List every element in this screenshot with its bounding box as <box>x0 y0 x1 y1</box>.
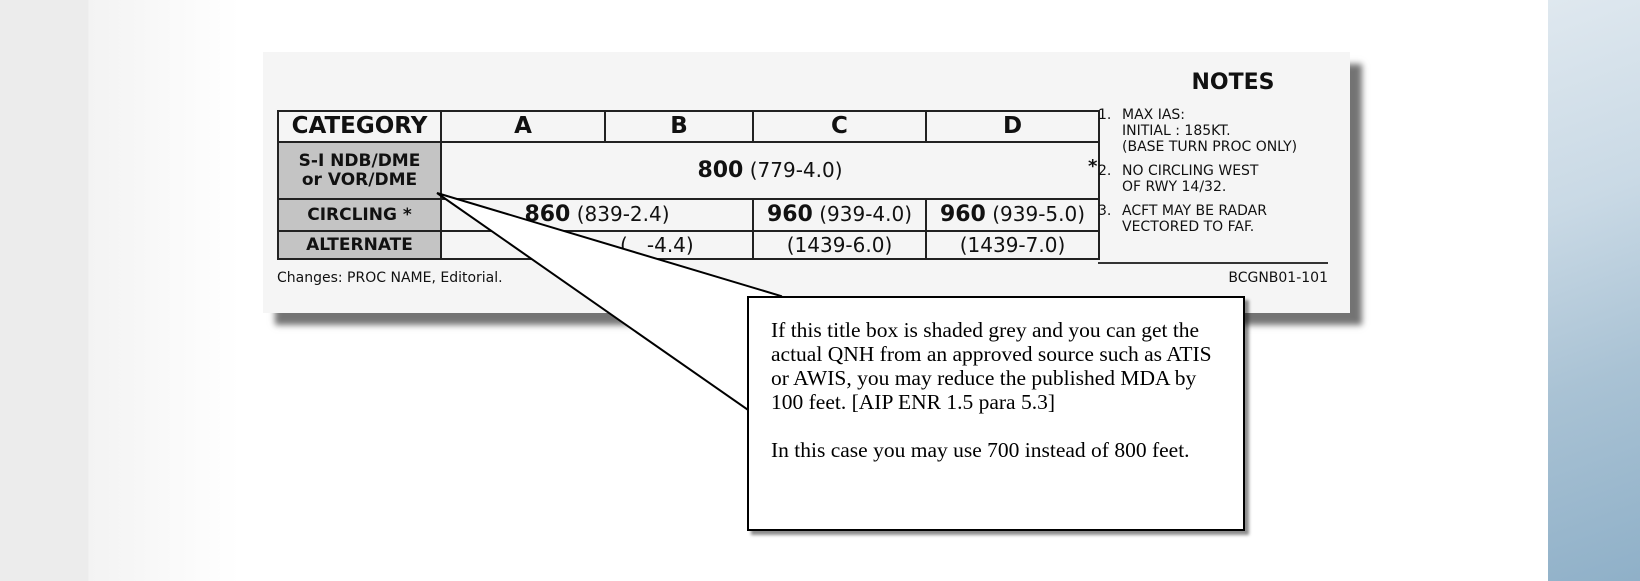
note-1-number-text: 1. <box>1098 107 1112 123</box>
alternate-label: ALTERNATE <box>278 231 441 259</box>
circling-c-detail: (939-4.0) <box>819 202 913 226</box>
notes-title: NOTES <box>1191 70 1275 95</box>
alternate-c-detail: (1439-6.0) <box>786 233 893 257</box>
note-3-text: ACFT MAY BE RADAR VECTORED TO FAF. <box>1122 203 1267 235</box>
category-b-header: B <box>605 111 753 142</box>
circling-d-mda: 960 <box>939 202 986 227</box>
category-d-header: D <box>926 111 1099 142</box>
circling-ab-mda: 860 <box>524 202 571 227</box>
circling-star-marker: * <box>1088 156 1098 177</box>
circling-ab-detail: (839-2.4) <box>576 202 670 226</box>
changes-line: Changes: PROC NAME, Editorial. <box>277 270 503 286</box>
circling-label: CIRCLING * <box>278 199 441 231</box>
category-a-header: A <box>441 111 605 142</box>
alternate-d-detail: (1439-7.0) <box>959 233 1066 257</box>
note-3-number-text: 3. <box>1098 203 1112 219</box>
straight-in-detail: (779-4.0) <box>749 157 843 182</box>
category-header: CATEGORY <box>278 111 441 142</box>
alternate-ab-detail: ( -4.4) <box>620 233 694 257</box>
note-2-text: NO CIRCLING WEST OF RWY 14/32. <box>1122 163 1259 195</box>
category-c-header: C <box>753 111 926 142</box>
note-2-number-text: 2. <box>1098 163 1112 179</box>
straight-in-label-text: S-I NDB/DME or VOR/DME <box>298 150 421 190</box>
circling-d-detail: (939-5.0) <box>992 202 1086 226</box>
chart-id: BCGNB01-101 <box>1228 270 1328 286</box>
circling-c-mda: 960 <box>766 202 813 227</box>
note-1-text: MAX IAS: INITIAL : 185KT. (BASE TURN PROC ONLY) <box>1122 107 1298 155</box>
callout-paragraph-1: If this title box is shaded grey and you can get the actual QNH from an approved source such as ATIS or AWIS, you may reduce the published MDA by 100 feet. [AIP ENR 1.5 para 5.3] <box>771 318 1212 414</box>
straight-in-mda: 800 <box>697 157 744 183</box>
callout-paragraph-2: In this case you may use 700 instead of 800 feet. <box>771 438 1190 462</box>
explanation-callout <box>747 296 1245 531</box>
